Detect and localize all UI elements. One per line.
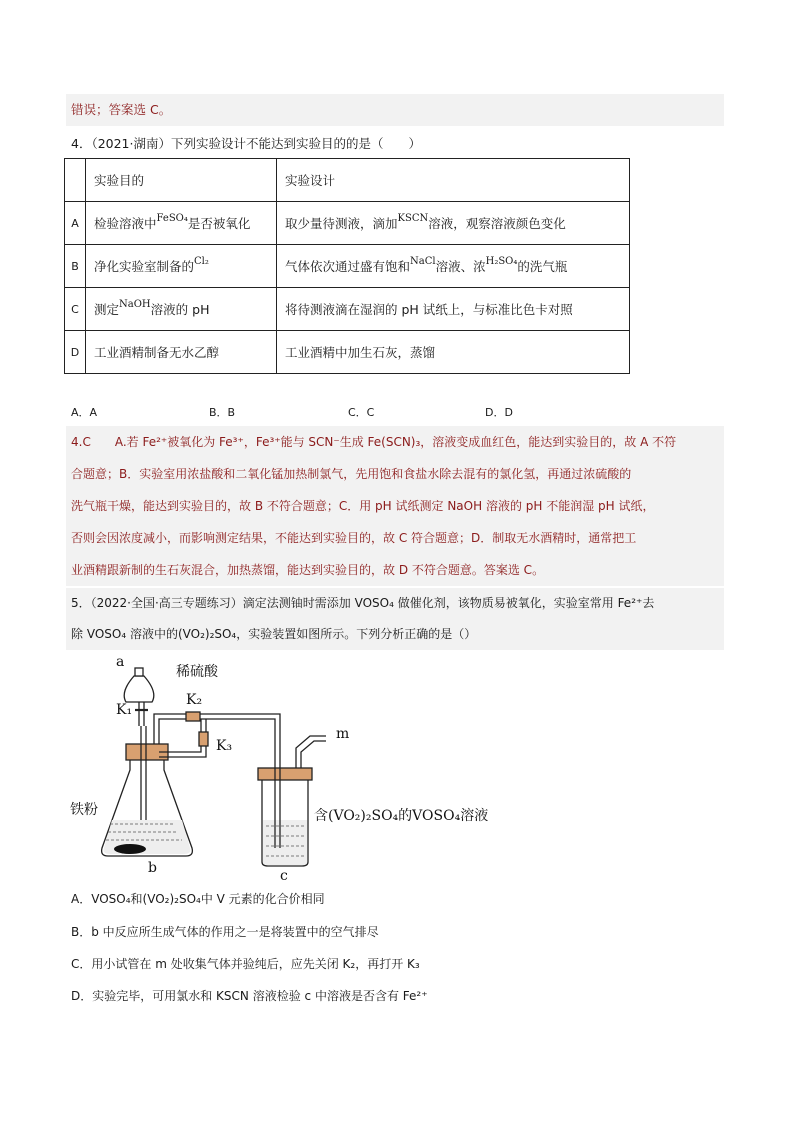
label-k3: K₃ [216,738,233,754]
separatory-funnel [124,676,154,702]
question-4-stem: 4．（2021·湖南）下列实验设计不能达到实验目的的是（ ） [71,136,421,151]
option-c: C．C [348,406,375,419]
row-goal: 检验溶液中$^{FeSO_4}$是否被氧化 [86,202,277,245]
row-design: 工业酒精中加生石灰，蒸馏 [277,331,630,374]
row-key: D [65,331,86,374]
funnel-stopper [135,668,143,676]
table-row [65,245,630,288]
bottle-liquid [263,820,307,865]
option-a: A．A [71,406,98,419]
label-a: a [116,654,125,670]
label-solution: 含(VO₂)₂SO₄的VOSO₄溶液 [314,808,489,824]
formula-naoh: NaOH [119,299,151,310]
formula-nacl: NaCl [410,256,436,267]
row-design: 将待测液滴在湿润的 pH 试纸上，与标准比色卡对照 [277,288,630,331]
label-c: c [280,868,288,882]
row-goal: 工业酒精制备无水乙醇 [86,331,277,374]
previous-answer-note [66,94,724,126]
explanation-line: 4.C A.若 Fe²⁺被氧化为 Fe³⁺，Fe³⁺能与 SCN⁻生成 Fe(SCN)₃，溶液变成血红色，能达到实验目的，故 A 不符 [71,435,677,449]
question-4-explanation [66,426,724,586]
row-design: 气体依次通过盛有饱和$^{NaCl}$溶液、浓$^{H_2SO_4}$的洗气瓶 [277,245,630,288]
row-key: A [65,202,86,245]
option-b: B．B [209,406,236,419]
question-5-stem [66,588,724,650]
row-design: 取少量待测液，滴加$^{KSCN}$溶液，观察溶液颜色变化 [277,202,630,245]
explanation-line: 洗气瓶干燥，能达到实验目的，故 B 不符合题意；C．用 pH 试纸测定 NaOH 溶液的 pH 不能润湿 pH 试纸， [71,499,655,513]
table-row [65,331,630,374]
label-m: m [336,726,350,742]
label-iron: 铁粉 [70,802,98,818]
label-acid: 稀硫酸 [176,664,218,680]
k3-valve [199,732,208,746]
question-4-options [71,404,513,420]
apparatus-diagram [64,652,534,882]
k2-valve [186,712,200,721]
header-blank [65,159,86,202]
formula-cl2: Cl₂ [194,256,209,267]
explanation-line: 合题意；B．实验室用浓盐酸和二氧化锰加热制氯气，先用饱和食盐水除去混有的氯化氢，再通过浓硫酸的 [71,467,632,481]
stem-line: 5．（2022·全国·高三专题练习）滴定法测铀时需添加 VOSO₄ 做催化剂，该物质易被氧化，实验室常用 Fe²⁺去 [71,596,655,610]
iron-powder [114,844,146,854]
header-goal: 实验目的 [86,159,277,202]
table-row [65,288,630,331]
label-k2: K₂ [186,692,203,708]
row-key: C [65,288,86,331]
row-goal: 净化实验室制备的$^{Cl_2}$ [86,245,277,288]
option-d: D．D [485,406,513,419]
table-header-row [65,159,630,202]
formula-h2so4: H₂SO₄ [485,256,518,267]
choice-c: C．用小试管在 m 处收集气体并验纯后，应先关闭 K₂，再打开 K₃ [71,957,420,971]
explanation-line: 业酒精跟新制的生石灰混合，加热蒸馏，能达到实验目的，故 D 不符合题意。答案选 C。 [71,563,545,577]
explanation-line: 否则会因浓度减小，而影响测定结果，不能达到实验目的，故 C 符合题意；D．制取无水酒精时，通常把工 [71,531,637,545]
experiment-table [64,158,630,374]
label-b: b [148,860,157,876]
stem-line: 除 VOSO₄ 溶液中的(VO₂)₂SO₄，实验装置如图所示。下列分析正确的是（） [71,627,477,641]
previous-answer-text: 错误；答案选 C。 [71,102,172,117]
choice-b: B．b 中反应所生成气体的作用之一是将装置中的空气排尽 [71,925,379,939]
formula-kscn: KSCN [397,213,429,224]
label-k1: K₁ [116,702,133,718]
row-goal: 测定$^{NaOH}$溶液的 pH [86,288,277,331]
choice-d: D．实验完毕，可用氯水和 KSCN 溶液检验 c 中溶液是否含有 Fe²⁺ [71,989,428,1003]
header-design: 实验设计 [277,159,630,202]
table-row [65,202,630,245]
bottle-stopper [258,768,312,780]
formula-feso4: FeSO₄ [156,213,188,224]
choice-a: A．VOSO₄和(VO₂)₂SO₄中 V 元素的化合价相同 [71,892,325,906]
row-key: B [65,245,86,288]
